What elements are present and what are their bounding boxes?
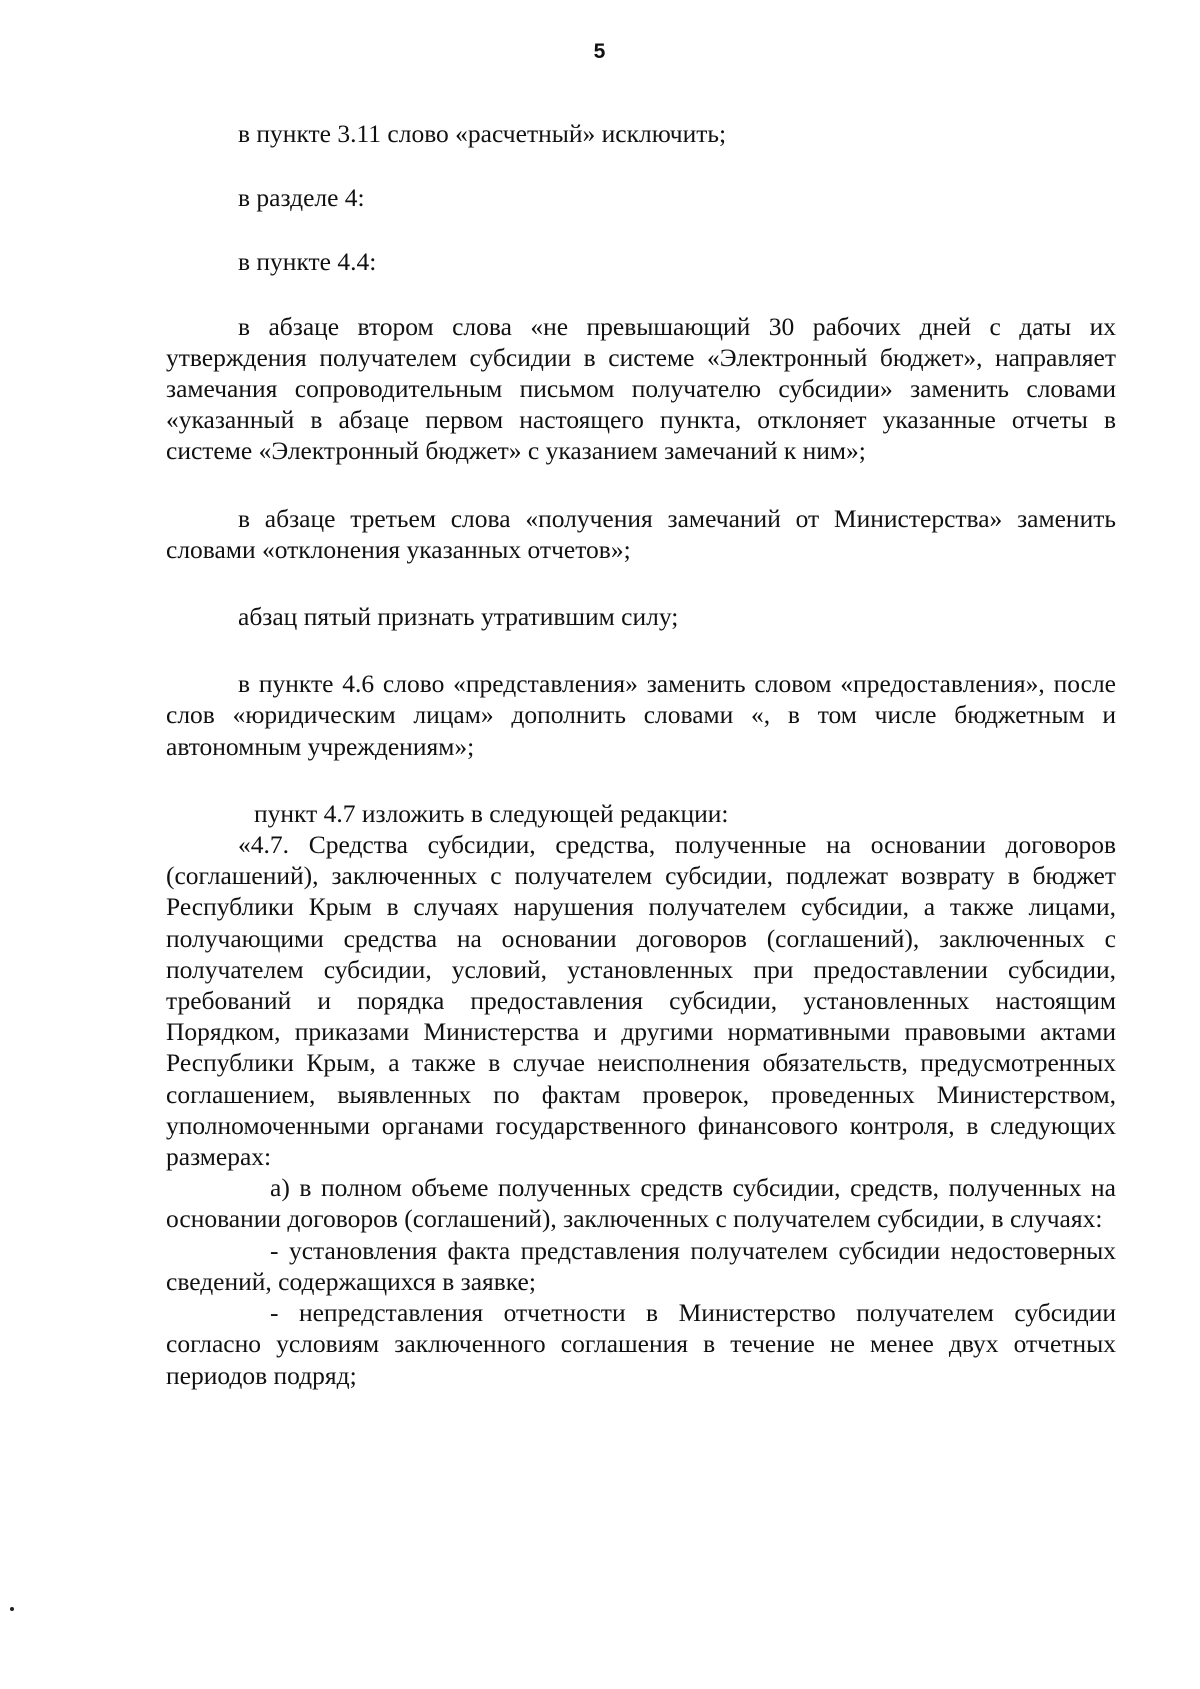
paragraph-item-4-4: в пункте 4.4: [238, 247, 377, 277]
paragraph-subitem-a: а) в полном объеме полученных средств субсидии, средств, полученных на основании договоров (соглашений), заключенных с получателем субсидии, в случаях: [166, 1173, 1116, 1234]
document-body [166, 118, 1116, 1391]
paragraph-dash-2: - непредставления отчетности в Министерство получателем субсидии согласно условиям заключенного соглашения в течение не менее двух отчетных периодов подряд; [166, 1298, 1116, 1390]
paragraph-item-4-6: в пункте 4.6 слово «представления» заменить словом «предоставления», после слов «юридическим лицам» дополнить словами «, в том числе бюджетным и автономным учреждениям»; [166, 669, 1116, 761]
paragraph-fifth-abzac: абзац пятый признать утратившим силу; [238, 602, 679, 632]
paragraph-dash-1: - установления факта представления получателем субсидии недостоверных сведений, содержащихся в заявке; [166, 1235, 1116, 1296]
paragraph-item-3-11: в пункте 3.11 слово «расчетный» исключить; [238, 119, 727, 148]
paragraph-item-4-7-intro: пункт 4.7 изложить в следующей редакции: [254, 798, 729, 828]
paragraph-section-4: в разделе 4: [238, 183, 365, 213]
paragraph-third-abzac: в абзаце третьем слова «получения замечаний от Министерства» заменить словами «отклонения указанных отчетов»; [166, 503, 1116, 564]
paragraph-second-abzac: в абзаце втором слова «не превышающий 30 рабочих дней с даты их утверждения получателем субсидии в системе «Электронный бюджет», направляет замечания сопроводительным письмом получателю субсидии» заменить словами «указанный в абзаце первом настоящего пункта, отклоняет указанные отчеты в системе «Электронный бюджет» с указанием замечаний к ним»; [166, 311, 1116, 466]
paragraph-item-4-7-text: «4.7. Средства субсидии, средства, полученные на основании договоров (соглашений), заключенных с получателем субсидии, подлежат возврату в бюджет Республики Крым в случаях нарушения получателем субсидии, а также лицами, получающими средства на основании договоров (соглашений), заключенных с получателем субсидии, условий, установленных при предоставлении субсидии, требований и порядка предоставления субсидии, установленных настоящим Порядком, приказами Министерства и другими нормативными правовыми актами Республики Крым, а также в случае неисполнения обязательств, предусмотренных соглашением, выявленных по фактам проверок, проведенных Министерством, уполномоченными органами государственного финансового контроля, в следующих размерах: [166, 830, 1116, 1172]
page-number: 5 [593, 40, 607, 63]
scan-dot-mark [10, 1607, 14, 1611]
